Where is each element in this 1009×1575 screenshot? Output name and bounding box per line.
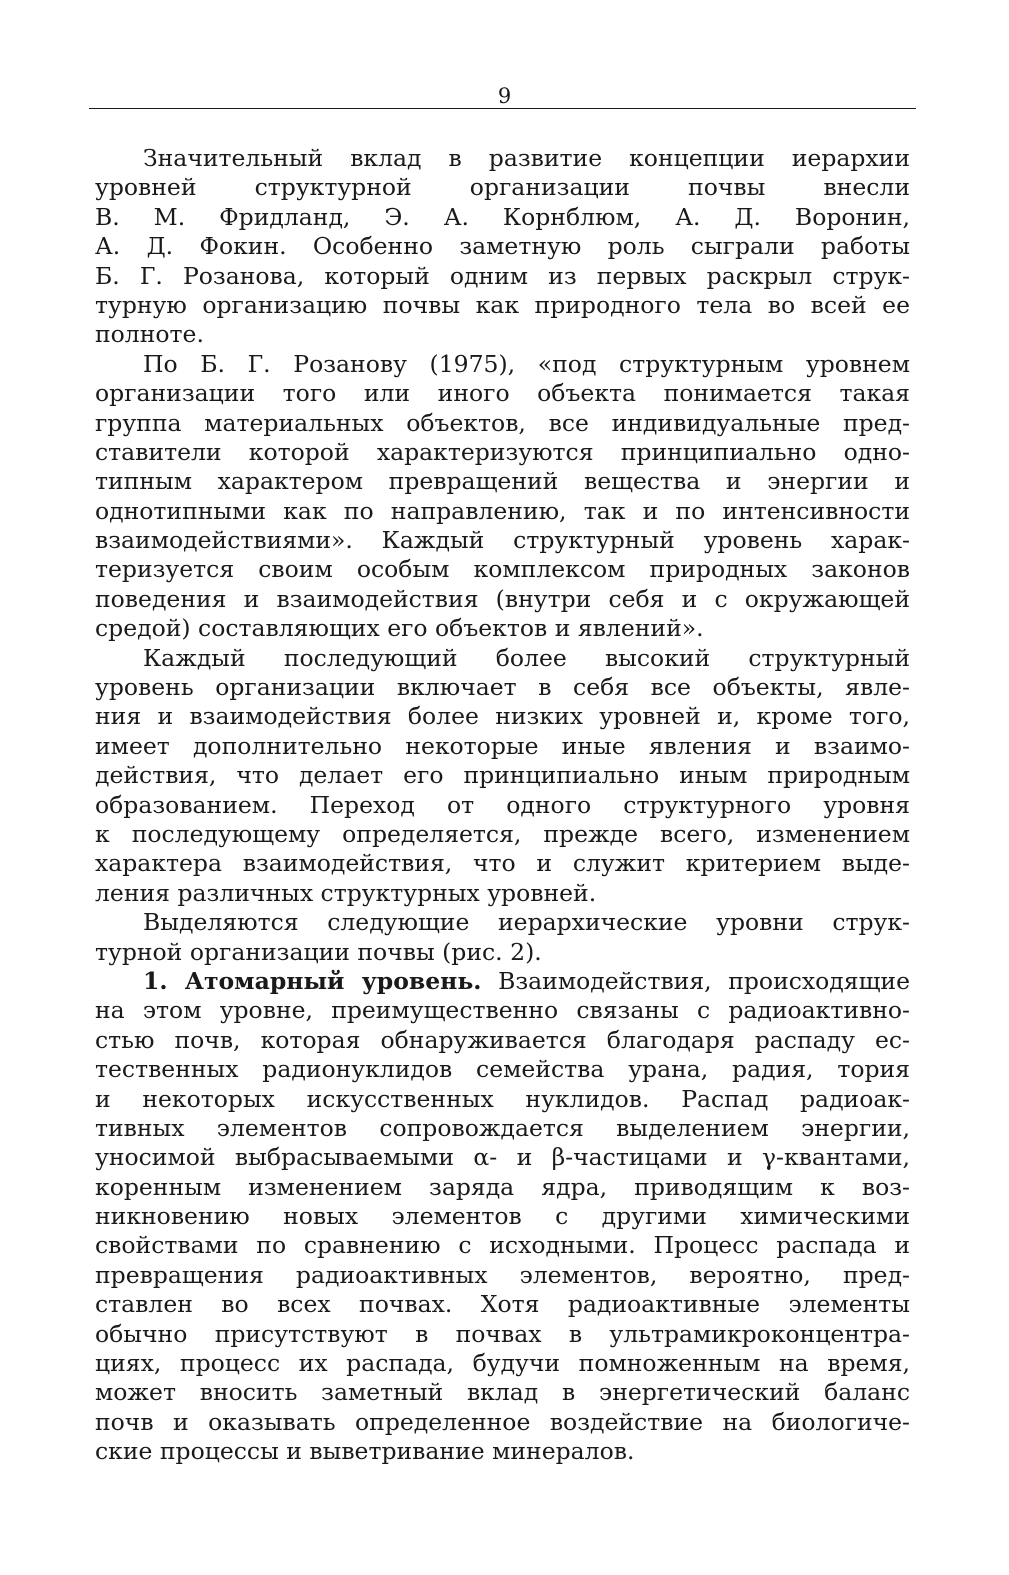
text-line: ставлен во всех почвах. Хотя радиоактивные элементы xyxy=(95,1290,910,1319)
text-line: циях, процесс их распада, будучи помноженным на время, xyxy=(95,1349,910,1378)
text-line: к последующему определяется, прежде всего, изменением xyxy=(95,819,910,848)
header-rule xyxy=(89,108,916,109)
text-line: средой) составляющих его объектов и явлений». xyxy=(95,614,704,643)
text-line: ставители которой характеризуются принципиально одно- xyxy=(95,437,910,466)
text-line: тивных элементов сопровождается выделением энергии, xyxy=(95,1113,910,1142)
text-line: и некоторых искусственных нуклидов. Распад радиоак- xyxy=(95,1084,910,1113)
page-number: 9 xyxy=(497,84,512,108)
section-heading: 1. Атомарный уровень. xyxy=(143,966,482,995)
text-line: типным характером превращений вещества и энергии и xyxy=(95,467,910,496)
text-line: Б. Г. Розанова, который одним из первых раскрыл струк- xyxy=(95,261,910,290)
text-line: турной организации почвы (рис. 2). xyxy=(95,937,542,966)
text-line: Значительный вклад в развитие концепции иерархии xyxy=(143,144,910,172)
text-line: взаимодействиями». Каждый структурный уровень харак- xyxy=(95,526,910,555)
text-line: однотипными как по направлению, так и по интенсивности xyxy=(95,496,910,525)
text-line: образованием. Переход от одного структурного уровня xyxy=(95,790,910,819)
text-line: турную организацию почвы как природного тела во всей ее xyxy=(95,290,910,319)
text-line: почв и оказывать определенное воздействие на биологиче- xyxy=(95,1407,910,1436)
text-line: Выделяются следующие иерархические уровни струк- xyxy=(143,908,910,937)
text-line: превращения радиоактивных элементов, вероятно, пред- xyxy=(95,1260,910,1289)
text-line: никновению новых элементов с другими химическими xyxy=(95,1202,910,1231)
text-line: В. М. Фридланд, Э. А. Корнблюм, А. Д. Воронин, xyxy=(95,202,910,231)
text-line: уносимой выбрасываемыми α- и β-частицами и γ-квантами, xyxy=(95,1143,910,1172)
text-line: стью почв, которая обнаруживается благодаря распаду ес- xyxy=(95,1025,910,1054)
text-line: теризуется своим особым комплексом природных законов xyxy=(95,555,910,584)
text-line: может вносить заметный вклад в энергетический баланс xyxy=(95,1378,910,1407)
text-line: поведения и взаимодействия (внутри себя и с окружающей xyxy=(95,584,910,613)
text-line: полноте. xyxy=(95,320,204,349)
text-line: тественных радионуклидов семейства урана, радия, тория xyxy=(95,1055,910,1084)
text-line: организации того или иного объекта понимается такая xyxy=(95,379,910,408)
paragraph xyxy=(95,644,910,909)
text-line: уровень организации включает в себя все объекты, явле- xyxy=(95,673,910,702)
text-line: ские процессы и выветривание минералов. xyxy=(95,1437,635,1466)
text-line: коренным изменением заряда ядра, приводящим к воз- xyxy=(95,1172,910,1201)
text-line: А. Д. Фокин. Особенно заметную роль сыграли работы xyxy=(95,232,910,261)
paragraph xyxy=(95,144,910,350)
paragraph xyxy=(95,350,910,644)
text-line: уровней структурной организации почвы внесли xyxy=(95,173,910,202)
text-line: группа материальных объектов, все индивидуальные пред- xyxy=(95,408,910,437)
line-text: Взаимодействия, происходящие xyxy=(481,966,911,995)
text-line: По Б. Г. Розанову (1975), «под структурным уровнем xyxy=(143,349,910,378)
text-line: действия, что делает его принципиально иным природным xyxy=(95,761,910,790)
text-line: имеет дополнительно некоторые иные явления и взаимо- xyxy=(95,731,910,760)
text-line: характера взаимодействия, что и служит критерием выде- xyxy=(95,849,910,878)
body-text xyxy=(95,144,910,1467)
text-line: на этом уровне, преимущественно связаны с радиоактивно- xyxy=(95,996,910,1025)
text-line: ния и взаимодействия более низких уровней и, кроме того, xyxy=(95,702,910,731)
text-line: обычно присутствуют в почвах в ультрамикроконцентра- xyxy=(95,1319,910,1348)
paragraph xyxy=(95,908,910,967)
text-line: ления различных структурных уровней. xyxy=(95,878,597,907)
paragraph xyxy=(95,967,910,1467)
text-line xyxy=(95,967,910,996)
text-line: Каждый последующий более высокий структурный xyxy=(143,643,910,672)
text-line: свойствами по сравнению с исходными. Процесс распада и xyxy=(95,1231,910,1260)
